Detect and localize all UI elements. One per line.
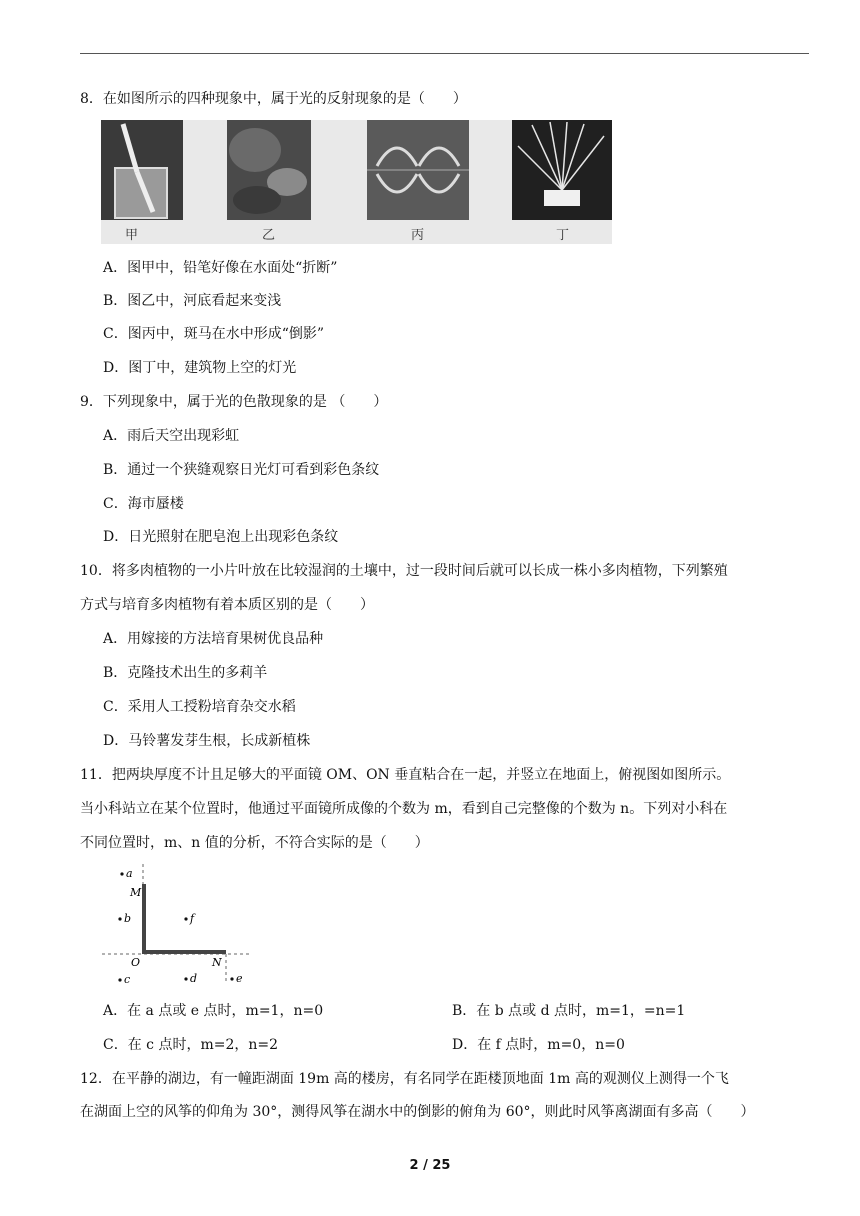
mirror-diagram <box>100 862 260 992</box>
point-f-label: f <box>190 912 195 925</box>
q8-option-d: D．图丁中，建筑物上空的灯光 <box>103 360 297 376</box>
label-n: N <box>212 956 222 969</box>
q12-stem-line-2: 在湖面上空的风筝的仰角为 30°，测得风筝在湖水中的倒影的俯角为 60°，则此时风筝离湖面有多高（ ） <box>80 1104 755 1120</box>
q11-option-a: A．在 a 点或 e 点时，m=1，n=0 <box>103 1003 324 1019</box>
q10-stem-line-1: 10．将多肉植物的一小片叶放在比较湿润的土壤中，过一段时间后就可以长成一株小多肉植物，下列繁殖 <box>80 563 728 579</box>
q8-option-c: C．图丙中，斑马在水中形成“倒影” <box>103 326 325 342</box>
q11-option-b: B．在 b 点或 d 点时，m=1，=n=1 <box>452 1003 686 1019</box>
caption-jia: 甲 <box>125 228 139 243</box>
caption-ding: 丁 <box>556 228 570 243</box>
q11-stem-line-1: 11．把两块厚度不计且足够大的平面镜 OM、ON 垂直粘合在一起，并竖立在地面上，俯视图如图所示。 <box>80 767 731 783</box>
label-m: M <box>130 886 142 899</box>
photo-pencil-in-water <box>101 120 183 220</box>
point-b-label: b <box>124 912 132 925</box>
q9-option-a: A．雨后天空出现彩虹 <box>103 428 240 444</box>
q9-option-c: C．海市蜃楼 <box>103 496 184 512</box>
q8-figure-strip <box>101 120 612 244</box>
photo-building-lights <box>512 120 612 220</box>
caption-yi: 乙 <box>262 228 276 243</box>
q11-option-d: D．在 f 点时，m=0，n=0 <box>452 1037 625 1053</box>
point-c-label: c <box>124 973 131 986</box>
page-number: 2 / 25 <box>409 1158 451 1173</box>
q10-option-a: A．用嫁接的方法培育果树优良品种 <box>103 631 324 647</box>
q11-stem-line-3: 不同位置时，m、n 值的分析，不符合实际的是（ ） <box>80 835 429 851</box>
q9-stem: 9．下列现象中，属于光的色散现象的是 （ ） <box>80 394 388 410</box>
mirror-on <box>143 950 226 954</box>
q8-option-a: A．图甲中，铅笔好像在水面处“折断” <box>103 260 338 276</box>
photo-riverbed <box>227 120 311 220</box>
q10-option-d: D．马铃薯发芽生根，长成新植株 <box>103 733 311 749</box>
q9-option-d: D．日光照射在肥皂泡上出现彩色条纹 <box>103 529 339 545</box>
caption-bing: 丙 <box>411 228 425 243</box>
q12-stem-line-1: 12．在平静的湖边，有一幢距湖面 19m 高的楼房，有名同学在距楼顶地面 1m 高的观测仪上测得一个飞 <box>80 1071 729 1087</box>
q10-stem-line-2: 方式与培育多肉植物有着本质区别的是（ ） <box>80 597 374 613</box>
q9-option-b: B．通过一个狭缝观察日光灯可看到彩色条纹 <box>103 462 380 478</box>
label-o: O <box>131 956 141 969</box>
q10-option-c: C．采用人工授粉培育杂交水稻 <box>103 699 296 715</box>
mirror-om <box>142 884 146 954</box>
header-rule <box>80 53 809 54</box>
q11-stem-line-2: 当小科站立在某个位置时，他通过平面镜所成像的个数为 m，看到自己完整像的个数为 n。下列对小科在 <box>80 801 728 817</box>
photo-zebra-reflection <box>367 120 469 220</box>
point-e-label: e <box>236 972 243 985</box>
q8-option-b: B．图乙中，河底看起来变浅 <box>103 293 282 309</box>
point-a-label: a <box>126 867 133 880</box>
q10-option-b: B．克隆技术出生的多莉羊 <box>103 665 268 681</box>
q8-stem: 8．在如图所示的四种现象中，属于光的反射现象的是（ ） <box>80 91 467 107</box>
q11-option-c: C．在 c 点时，m=2，n=2 <box>103 1037 279 1053</box>
point-d-label: d <box>190 972 198 985</box>
